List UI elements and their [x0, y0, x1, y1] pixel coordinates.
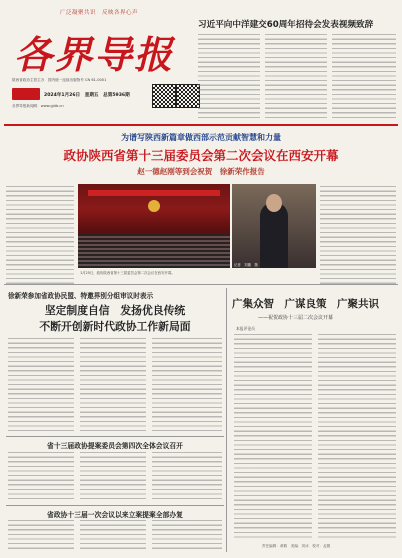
story3-body: [8, 452, 74, 502]
story3-body: [80, 452, 146, 502]
top-story-body: [265, 34, 327, 120]
newspaper-logo-icon: [12, 88, 40, 100]
lead-subhead: 赵一德赵刚等到会祝贺 徐新荣作报告: [137, 167, 265, 176]
column-divider: [226, 288, 227, 552]
lead-photo-caption: 1月25日，政协陕西省第十三届委员会第二次会议在西安开幕。: [80, 271, 175, 275]
qr-code-icon: [176, 84, 200, 108]
masthead: [4, 4, 194, 116]
commentary-subhead: ——祝贺政协十三届二次会议开幕: [258, 315, 334, 321]
lead-body: [320, 186, 396, 284]
top-story: [198, 4, 398, 122]
commentary-headline: 广集众智 广谋良策 广聚共识: [232, 298, 379, 310]
story4-headline: 省政协十三届一次会议以来立案提案全部办复: [47, 511, 183, 519]
story2-headline-1: 坚定制度自信 发扬优良传统: [44, 304, 186, 317]
story4-body: [80, 520, 146, 552]
speaker-photo: [232, 184, 316, 268]
story2-body: [152, 338, 222, 434]
story3-body: [152, 452, 222, 502]
commentary-byline: 本报评论员: [236, 326, 255, 331]
lead-headline: 政协陕西省第十三届委员会第二次会议在西安开幕: [63, 148, 339, 163]
top-story-body: [198, 34, 260, 120]
divider: [4, 284, 398, 285]
story4-body: [152, 520, 222, 552]
lead-kicker: 为谱写陕西新篇章做西部示范贡献智慧和力量: [121, 133, 281, 142]
story2-headline-2: 不断开创新时代政协工作新局面: [39, 320, 191, 333]
emblem-icon: [148, 200, 160, 212]
masthead-info-3: 各界导报新闻网：www.gjdb.cn: [12, 104, 64, 108]
divider: [6, 436, 224, 437]
top-story-headline: 习近平向中洋建交60周年招待会发表视频致辞: [198, 20, 374, 30]
qr-code-icon: [152, 84, 176, 108]
divider: [6, 505, 224, 506]
speaker-head: [266, 194, 282, 212]
lead-photo-credit: 记者 刘璐 摄: [234, 263, 258, 267]
stage-banner: [88, 190, 220, 196]
lead-photo: [78, 184, 230, 268]
commentary-body: [234, 334, 312, 540]
masthead-info-2: 2024年1月26日 星期五 总第5936期: [44, 93, 130, 98]
divider: [4, 124, 398, 126]
story4-body: [8, 520, 74, 552]
story2-kicker: 徐新荣参加省政协民盟、特邀界别分组审议时表示: [8, 292, 154, 300]
footer-text: 责任编辑：黄鹤 美编：刘冰 校对：孟媛: [262, 544, 331, 548]
masthead-title: 各界导报: [14, 32, 175, 77]
audience-rows: [78, 234, 230, 268]
story2-body: [80, 338, 146, 434]
story2-body: [8, 338, 74, 434]
commentary-body: [318, 334, 396, 540]
slogan: 广泛凝聚共识 反映各界心声: [60, 10, 139, 16]
masthead-info-1: 陕西省政协主管主办 国内统一连续出版物号 CN 61-0001: [12, 78, 107, 82]
top-story-body: [332, 34, 396, 120]
lead-body: [6, 186, 74, 286]
story3-headline: 省十三届政协提案委员会第四次全体会议召开: [47, 442, 183, 450]
